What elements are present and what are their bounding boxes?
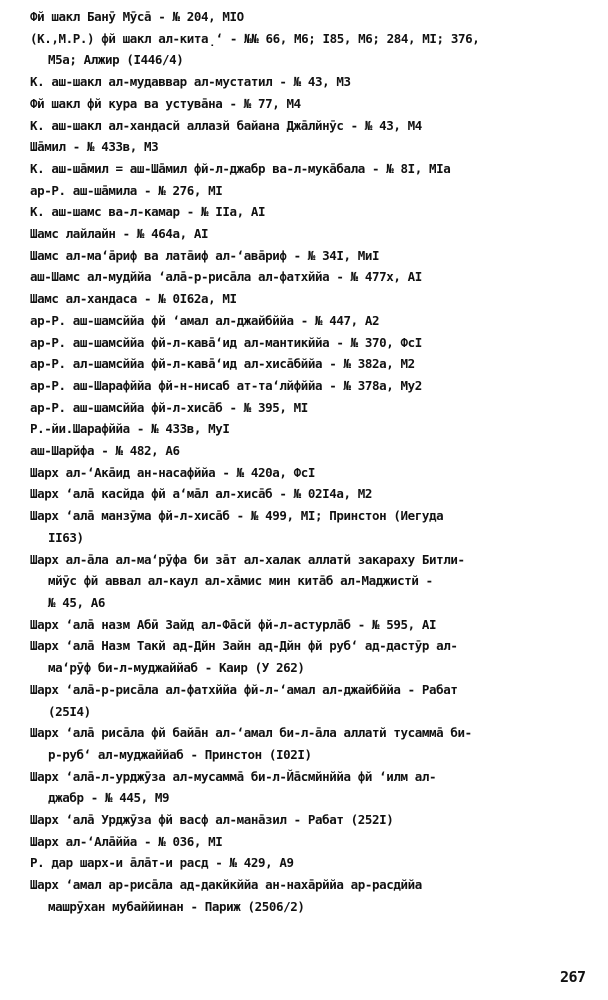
entry-line: (К.,М.Р.) фй шакл ал-кита̣‘ - №№ 66, М6; І85, М6; 284, МІ; 376, [30,30,480,46]
entry-line: Шарх ‘ала̄-л-урджӯза ал-мусамма̄ би-л-Йа̄смйнййа фй ‘илм ал- [30,768,437,784]
index-entry [30,28,602,71]
index-entries [30,6,602,918]
entry-continuation-line: (25І4) [48,703,91,719]
index-entry [30,223,602,245]
entry-line: ар-Р. аш-ша̄мила - № 276, МІ [30,182,223,198]
index-entry [30,136,602,158]
entry-line: К. аш-шакл ал-хандасй аллазй байана Джа̄лйнӯс - № 43, М4 [30,117,422,133]
index-entry [30,722,602,765]
entry-line: Шамс ал-ма‘а̄риф ва лата̄иф ал-‘ава̄риф - № 34І, МиІ [30,247,380,263]
index-entry [30,483,602,505]
entry-line: аш-Шарйфа - № 482, А6 [30,443,180,459]
index-entry [30,71,602,93]
entry-line: Шарх ‘ала̄ Назм Такй ад-Дйн Зайн ад-Дйн фй руб‘ ад-дастӯр ал- [30,638,458,654]
entry-line: аш-Шамс ал-мудййа ‘ала̄-р-риса̄ла ал-фатхййа - № 477х, АІ [30,269,422,285]
entry-line: ар-Р. аш-шамсййа фй-л-кава̄‘ид ал-мантикййа - № 370, ФсІ [30,334,422,350]
entry-continuation-line: ма‘рӯф би-л-муджаййаб - Каир (У 262) [48,660,305,676]
index-entry [30,310,602,332]
entry-continuation-line: № 45, А6 [48,594,106,610]
index-entry [30,462,602,484]
index-entry [30,245,602,267]
entry-continuation-line: М5а; Алжир (І446/4) [48,52,184,68]
index-entry [30,93,602,115]
entry-line: Шарх ‘ала̄ риса̄ла фй байа̄н ал-‘амал би-л-а̄ла аллатй тусамма̄ би- [30,725,472,741]
entry-continuation-line: ІІ63) [48,529,84,545]
entry-continuation-line: мйӯс фй аввал ал-каул ал-ха̄мис мин кита̄б ал-Маджистй - [48,573,433,589]
index-entry [30,332,602,354]
entry-line: Шарх ал-‘Ака̄ид ан-насафййа - № 420а, ФсІ [30,464,316,480]
index-entry [30,614,602,636]
entry-line: Р. дар шарх-и а̄ла̄т-и расд - № 429, А9 [30,855,294,871]
entry-line: Шарх ‘ала̄ Урджӯза фй васф ал-мана̄зил - Рабат (252І) [30,812,394,828]
entry-line: Шамс лайлайн - № 464а, АІ [30,226,209,242]
index-entry [30,505,602,548]
index-entry [30,201,602,223]
entry-continuation-line: машрӯхан мубаййинан - Париж (2506/2) [48,898,305,914]
entry-line: Фй шакл фй кура ва устува̄на - № 77, М4 [30,95,301,111]
index-entry [30,288,602,310]
entry-line: К. аш-шамс ва-л-камар - № ІІа, АІ [30,204,266,220]
index-entry [30,375,602,397]
entry-line: Шарх ‘амал ар-риса̄ла ад-дакйкййа ан-наха̄рййа ар-расдййа [30,877,422,893]
index-entry [30,397,602,419]
index-entry [30,679,602,722]
entry-line: Ша̄мил - № 433в, МЗ [30,139,159,155]
entry-line: ар-Р. аш-Шарафййа фй-н-нисаб ат-та‘лйфййа - № 378а, Му2 [30,377,422,393]
entry-line: Шарх ал-а̄ла ал-ма‘рӯфа би за̄т ал-халак аллатй закараху Битли- [30,551,465,567]
entry-line: Шарх ‘ала̄ касйда фй а‘ма̄л ал-хиса̄б - № 02І4а, М2 [30,486,373,502]
index-entry [30,549,602,614]
entry-line: ар-Р. ал-шамсййа фй-л-кава̄‘ид ал-хиса̄бййа - № 382а, М2 [30,356,415,372]
index-entry [30,115,602,137]
entry-line: Шарх ‘ала̄ назм Абӣ Зайд ал-Фа̄сй фй-л-астурла̄б - № 595, АІ [30,616,437,632]
index-entry [30,440,602,462]
entry-line: Фй шакл Банӯ Мӯса̄ - № 204, МІО [30,9,244,24]
entry-line: Шамс ал-хандаса - № 0І62а, МІ [30,291,237,307]
page-number: 267 [560,968,586,986]
entry-line: Шарх ал-‘Ала̄ййа - № 036, МІ [30,833,223,849]
entry-continuation-line: р-руб‘ ал-муджаййаб - Принстон (І02І) [48,746,312,762]
index-entry [30,418,602,440]
entry-line: ар-Р. аш-шамсййа фй-л-хиса̄б - № 395, МІ [30,399,308,415]
entry-line: ар-Р. аш-шамсййа фй ‘амал ал-джайбййа - № 447, А2 [30,312,380,328]
index-entry [30,766,602,809]
index-entry [30,852,602,874]
index-entry [30,874,602,917]
index-entry [30,831,602,853]
entry-line: К. аш-шакл ал-мудаввар ал-мустатил - № 43, МЗ [30,74,351,90]
index-entry [30,353,602,375]
entry-line: Шарх ‘ала̄ манзӯма фй-л-хиса̄б - № 499, МІ; Принстон (Иегуда [30,508,444,524]
index-entry [30,266,602,288]
index-entry [30,635,602,678]
entry-line: К. аш-ша̄мил = аш-Ша̄мил фй-л-джабр ва-л-мука̄бала - № 8І, МІа [30,160,451,176]
index-entry [30,809,602,831]
index-entry [30,158,602,180]
entry-line: Шарх ‘ала̄-р-риса̄ла ал-фатхййа фй-л-‘амал ал-джайбййа - Рабат [30,681,458,697]
entry-line: Р.-йи.Шарафййа - № 433в, МуІ [30,421,230,437]
index-entry [30,6,602,28]
entry-continuation-line: джабр - № 445, М9 [48,790,170,806]
index-entry [30,180,602,202]
